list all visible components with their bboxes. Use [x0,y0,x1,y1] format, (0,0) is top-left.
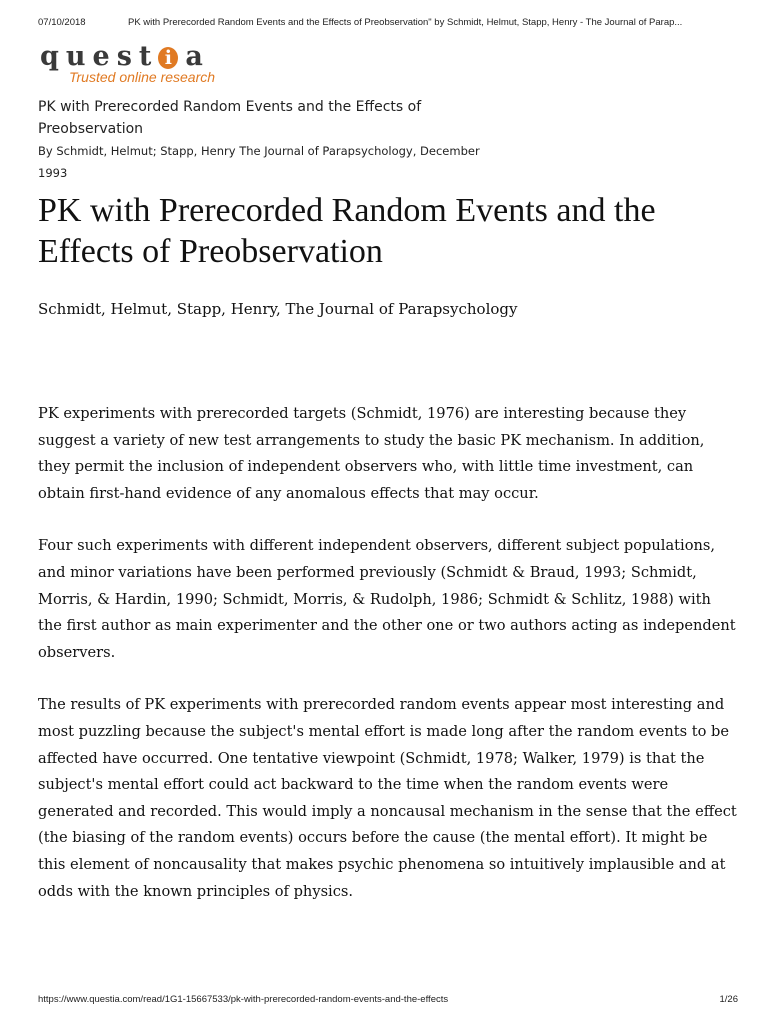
logo-wordmark [40,43,210,71]
page-number: 1/26 [719,994,738,1005]
body-paragraph: Four such experiments with different independent observers, different subject populations, and minor variations have been performed previously (Schmidt & Braud, 1993; Schmidt, Morris, & Hardin, 1990; Schmidt, Morris, & Rudolph, 1986; Schmidt & Schlitz, 1988) with the first author as main experimenter and the other one or two authors acting as independent observers. [38,537,736,661]
article-authors: Schmidt, Helmut, Stapp, Henry, The Journal of Parapsychology [38,300,518,318]
questia-logo[interactable] [40,43,280,88]
print-footer [38,994,738,1008]
logo-word-left: quest [40,41,159,72]
body-paragraph: The results of PK experiments with prerecorded random events appear most interesting and most puzzling because the subject's mental effort is made long after the random events to be affected have occurred. One tentative viewpoint (Schmidt, 1978; Walker, 1979) is that the subject's mental effort could act backward to the time when the random events were generated and recorded. This would imply a noncausal mechanism in the sense that the effect (the biasing of the random events) occurs before the cause (the mental effort). It might be this element of noncausality that makes psychic phenomena so intuitively implausible and at odds with the known principles of physics. [38,696,737,900]
body-paragraph: PK experiments with prerecorded targets (Schmidt, 1976) are interesting because they suggest a variety of new test arrangements to study the basic PK mechanism. In addition, they permit the inclusion of independent observers who, with little time investment, can obtain first-hand evidence of any anomalous effects that may occur. [38,405,705,502]
article-body [38,401,738,931]
logo-word-right: a [185,41,210,72]
print-page-title: PK with Prerecorded Random Events and the Effects of Preobservation" by Schmidt, Helmut, Stapp, Henry - The Journal of Parap... [128,17,683,28]
article-short-title: PK with Prerecorded Random Events and the Effects of Preobservation [38,99,422,137]
print-url: https://www.questia.com/read/1G1-15667533/pk-with-prerecorded-random-events-and-the-effects [38,994,449,1005]
article-title: PK with Prerecorded Random Events and the Effects of Preobservation [38,192,656,270]
logo-i-icon: i [158,47,178,69]
logo-tagline: Trusted online research [69,69,216,85]
print-date: 07/10/2018 [38,17,86,28]
print-header [38,17,748,31]
article-byline: By Schmidt, Helmut; Stapp, Henry The Journal of Parapsychology, December 1993 [38,144,480,180]
